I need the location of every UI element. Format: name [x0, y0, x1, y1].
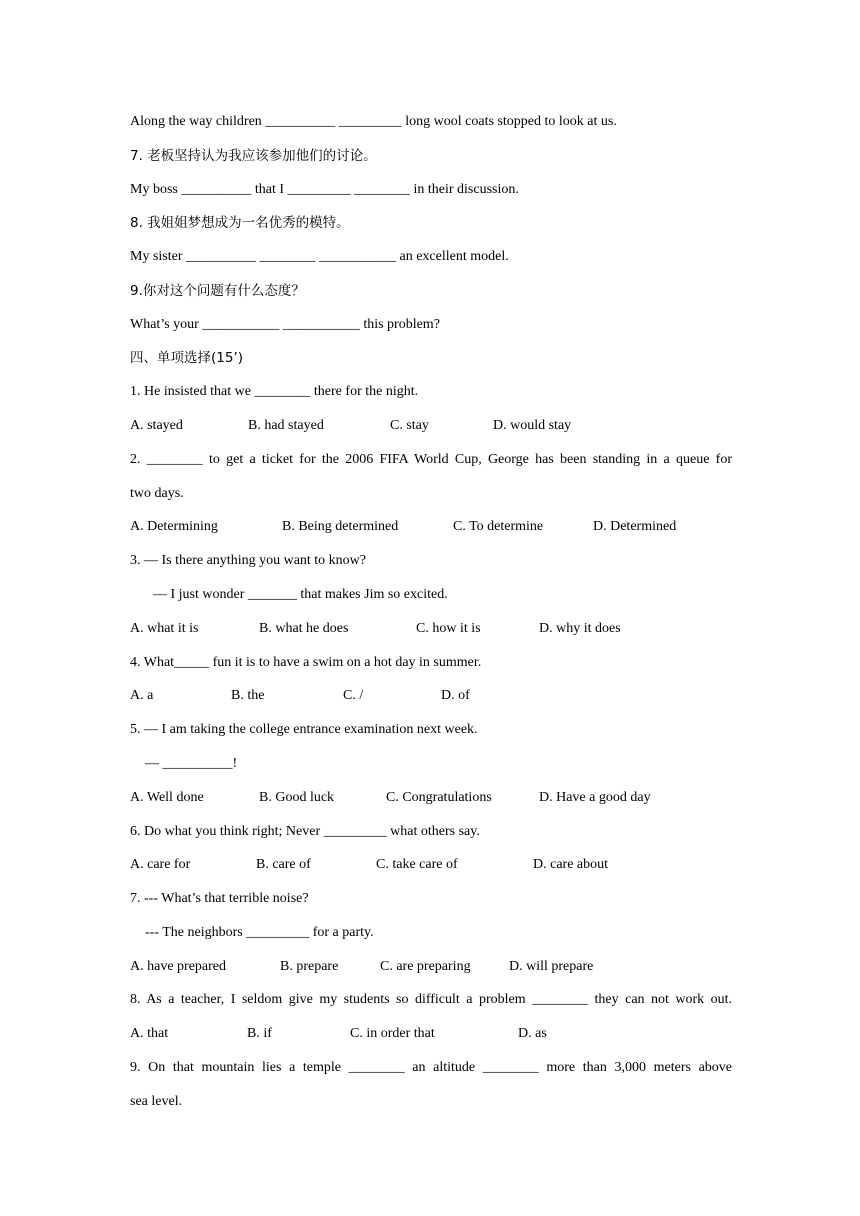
- q1-option-c: C. stay: [390, 418, 429, 433]
- question-8-english: My sister __________ ________ ___________ an excellent model.: [130, 249, 509, 264]
- q2-option-d: D. Determined: [593, 519, 677, 534]
- q4-option-d: D. of: [441, 688, 470, 703]
- q3-option-b: B. what he does: [259, 621, 349, 636]
- q8-option-b: B. if: [247, 1026, 272, 1041]
- q1-option-a: A. stayed: [130, 418, 183, 433]
- q2-option-a: A. Determining: [130, 519, 218, 534]
- mc-question-2: 2. ________ to get a ticket for the 2006 FIFA World Cup, George has been standing in a queue for: [130, 452, 732, 467]
- q3-option-d: D. why it does: [539, 621, 621, 636]
- q6-option-c: C. take care of: [376, 857, 458, 872]
- q5-option-b: B. Good luck: [259, 790, 335, 805]
- question-7-chinese: 7. 老板坚持认为我应该参加他们的讨论。: [130, 148, 377, 164]
- mc-question-7: 7. --- What’s that terrible noise?: [130, 891, 309, 906]
- q7-option-d: D. will prepare: [509, 959, 594, 974]
- mc-question-5-reply: — __________!: [145, 756, 238, 771]
- q5-option-d: D. Have a good day: [539, 790, 651, 805]
- q7-option-c: C. are preparing: [380, 959, 471, 974]
- question-8-chinese: 8. 我姐姐梦想成为一名优秀的模特。: [130, 215, 350, 231]
- question-9-english: What’s your ___________ ___________ this problem?: [130, 317, 440, 332]
- mc-question-1: 1. He insisted that we ________ there for the night.: [130, 384, 419, 399]
- mc-question-7-reply: --- The neighbors _________ for a party.: [145, 925, 374, 940]
- q1-option-d: D. would stay: [493, 418, 572, 433]
- q1-option-b: B. had stayed: [248, 418, 324, 433]
- q5-option-c: C. Congratulations: [386, 790, 492, 805]
- q3-option-a: A. what it is: [130, 621, 199, 636]
- q5-option-a: A. Well done: [130, 790, 204, 805]
- q6-option-a: A. care for: [130, 857, 191, 872]
- q4-option-c: C. /: [343, 688, 364, 703]
- q7-option-b: B. prepare: [280, 959, 339, 974]
- q8-option-d: D. as: [518, 1026, 547, 1041]
- q8-option-c: C. in order that: [350, 1026, 435, 1041]
- mc-question-9: 9. On that mountain lies a temple ________ an altitude ________ more than 3,000 meters above: [130, 1060, 732, 1075]
- mc-question-3-reply: — I just wonder _______ that makes Jim so excited.: [153, 587, 448, 602]
- section-heading: 四、单项选择(15’): [130, 350, 244, 366]
- mc-question-4: 4. What_____ fun it is to have a swim on a hot day in summer.: [130, 655, 482, 670]
- mc-question-2-continued: two days.: [130, 486, 184, 501]
- q6-option-b: B. care of: [256, 857, 311, 872]
- q8-option-a: A. that: [130, 1026, 169, 1041]
- question-7-english: My boss __________ that I _________ ________ in their discussion.: [130, 182, 519, 197]
- q2-option-b: B. Being determined: [282, 519, 399, 534]
- sentence-line: Along the way children __________ _________ long wool coats stopped to look at us.: [130, 114, 617, 129]
- question-9-chinese: 9.你对这个问题有什么态度？: [130, 283, 305, 299]
- mc-question-9-continued: sea level.: [130, 1094, 183, 1109]
- q3-option-c: C. how it is: [416, 621, 481, 636]
- q7-option-a: A. have prepared: [130, 959, 227, 974]
- q4-option-a: A. a: [130, 688, 154, 703]
- q6-option-d: D. care about: [533, 857, 609, 872]
- mc-question-5: 5. — I am taking the college entrance examination next week.: [130, 722, 478, 737]
- mc-question-8: 8. As a teacher, I seldom give my students so difficult a problem ________ they can not work out.: [130, 992, 732, 1007]
- mc-question-3: 3. — Is there anything you want to know?: [130, 553, 367, 568]
- q4-option-b: B. the: [231, 688, 265, 703]
- mc-question-6: 6. Do what you think right; Never _________ what others say.: [130, 824, 480, 839]
- q2-option-c: C. To determine: [453, 519, 544, 534]
